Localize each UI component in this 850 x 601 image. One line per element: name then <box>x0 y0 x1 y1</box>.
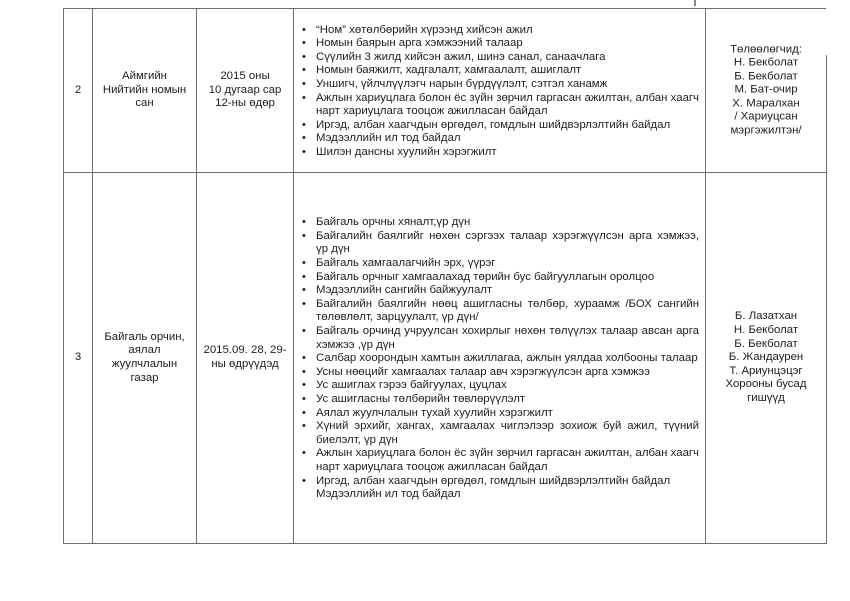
topic-item: • Байгаль орчны хяналт,үр дүн <box>316 216 699 230</box>
topic-item: • Байгаль орчныг хамгаалахад төрийн бус байгууллагын оролцоо <box>316 271 699 285</box>
topic-item: • Усны нөөцийг хамгаалах талаар авч хэрэгжүүлсэн арга хэмжээ <box>316 366 699 380</box>
person-line: Б. Жандаурен <box>728 351 804 364</box>
topics-list <box>294 214 705 501</box>
date-line: 12-ны өдөр <box>215 97 275 110</box>
person-line: / Хариуцсан <box>734 110 798 123</box>
person-line: Т. Ариунцэцэг <box>729 364 803 377</box>
date-line: ны өдрүүдэд <box>211 358 279 370</box>
organization-line: аялал <box>128 344 161 357</box>
date-line: 2015 оны <box>220 70 270 83</box>
organization-line: Аймгийн <box>122 70 167 83</box>
topic-item: • “Ном” хөтөлбөрийн хүрээнд хийсэн ажил <box>316 24 699 38</box>
row-number: 3 <box>74 351 82 364</box>
topic-item: • Байгаль хамгаалагчийн эрх, үүрэг <box>316 257 699 271</box>
topic-item-unbulleted: Мэдээллийн ил тод байдал <box>316 488 461 501</box>
table-row <box>64 9 827 173</box>
inspection-schedule-table <box>63 8 827 544</box>
topic-item: • Хүний эрхийг, хангах, хамгаалах чиглэлээр зохиож буй ажил, түүний биелэлт, үр дүн <box>316 420 699 447</box>
topic-item: • Байгаль орчинд учруулсан хохирлыг нөхөн төлүүлэх талаар авсан арга хэмжээ ,үр дүн <box>316 325 699 352</box>
topic-item: • Ажлын хариуцлага болон ёс зүйн зөрчил гаргасан ажилтан, албан хаагч нарт хариуцлага тооцож ажилласан байдал <box>316 92 699 119</box>
topic-item: • Сүүлийн 3 жилд хийсэн ажил, шинэ санал, санаачлага <box>316 51 699 65</box>
responsible-people-cell <box>706 9 827 173</box>
topic-item: • Ус ашигласны төлбөрийн төвлөрүүлэлт <box>316 393 699 407</box>
topic-item: • Уншигч, үйлчлүүлэгч нарын бүрдүүлэлт, сэтгэл ханамж <box>316 78 699 92</box>
person-line: Н. Бекболат <box>733 324 799 337</box>
date-cell <box>197 173 294 544</box>
person-line: мэргэжилтэн/ <box>730 124 802 137</box>
topics-cell <box>294 173 706 544</box>
topic-item: • Салбар хоорондын хамтын ажиллагаа, ажлын уялдаа холбооны талаар <box>316 352 699 366</box>
person-line: Х. Маралхан <box>732 97 800 110</box>
person-line: М. Бат-очир <box>734 83 798 96</box>
topic-item: • Номын баяжилт, хадгалалт, хамгаалалт, ашиглалт <box>316 64 699 78</box>
topic-item: • Мэдээллийн ил тод байдал <box>316 132 699 146</box>
table-row <box>64 173 827 544</box>
person-line: Хорооны бусад <box>725 378 807 391</box>
organization-line: Байгаль орчин, <box>104 330 185 343</box>
topic-item: • Аялал жуулчлалын тухай хуулийн хэрэгжилт <box>316 407 699 421</box>
organization-line: сан <box>135 97 154 110</box>
person-line: Төлөөлөгчид: <box>730 42 802 55</box>
topic-item: • Ус ашиглах гэрээ байгуулах, цуцлах <box>316 379 699 393</box>
topic-item: • Иргэд, албан хаагчдын өргөдөл, гомдлын шийдвэрлэлтийн байдал <box>316 119 699 133</box>
organization-line: Нийтийн номын <box>102 83 187 96</box>
topic-item: • Ажлын хариуцлага болон ёс зүйн зөрчил гаргасан ажилтан, албан хаагч нарт хариуцлага тооцож ажилласан байдал <box>316 447 699 474</box>
row-number: 2 <box>74 83 82 96</box>
topics-cell <box>294 9 706 173</box>
people-wrap <box>706 9 826 172</box>
scan-artifact-mark <box>694 0 696 6</box>
date-line: 10 дугаар сар <box>208 83 282 96</box>
topic-item: • Шилэн дансны хуулийн хэрэгжилт <box>316 146 699 160</box>
date-line: 2015.09. 28, 29- <box>203 344 287 357</box>
date-cell <box>197 9 294 173</box>
person-line: гишүүд <box>747 391 785 404</box>
organization-line: жуулчлалын <box>111 358 178 370</box>
topic-item: • Байгалийн баялгийн нөөц ашигласны төлбөр, хураамж /БОХ сангийн төлөвлөлт, зарцуулалт, үр дүн/ <box>316 298 699 325</box>
organization-line: газар <box>130 371 159 384</box>
topic-item: • Мэдээллийн сангийн байжуулалт <box>316 284 699 298</box>
row-number-cell <box>64 9 93 173</box>
people-list <box>706 43 826 138</box>
person-line: Б. Лазатхан <box>734 310 798 323</box>
responsible-people-cell <box>706 173 827 544</box>
row-number-cell <box>64 173 93 544</box>
topic-item: • Иргэд, албан хаагчдын өргөдөл, гомдлын шийдвэрлэлтийн байдал <box>316 475 699 489</box>
partial-right-border <box>826 55 827 172</box>
person-line: Б. Бекболат <box>734 70 798 83</box>
topic-item: • Байгалийн баялгийг нөхөн сэргээх талаар хэрэгжүүлсэн арга хэмжээ, үр дүн <box>316 230 699 257</box>
topic-item: • Номын баярын арга хэмжээний талаар <box>316 37 699 51</box>
topics-list <box>294 22 705 160</box>
person-line: Н. Бекболат <box>733 56 799 69</box>
person-line: Б. Бекболат <box>734 337 798 350</box>
organization-cell <box>93 173 197 544</box>
organization-cell <box>93 9 197 173</box>
